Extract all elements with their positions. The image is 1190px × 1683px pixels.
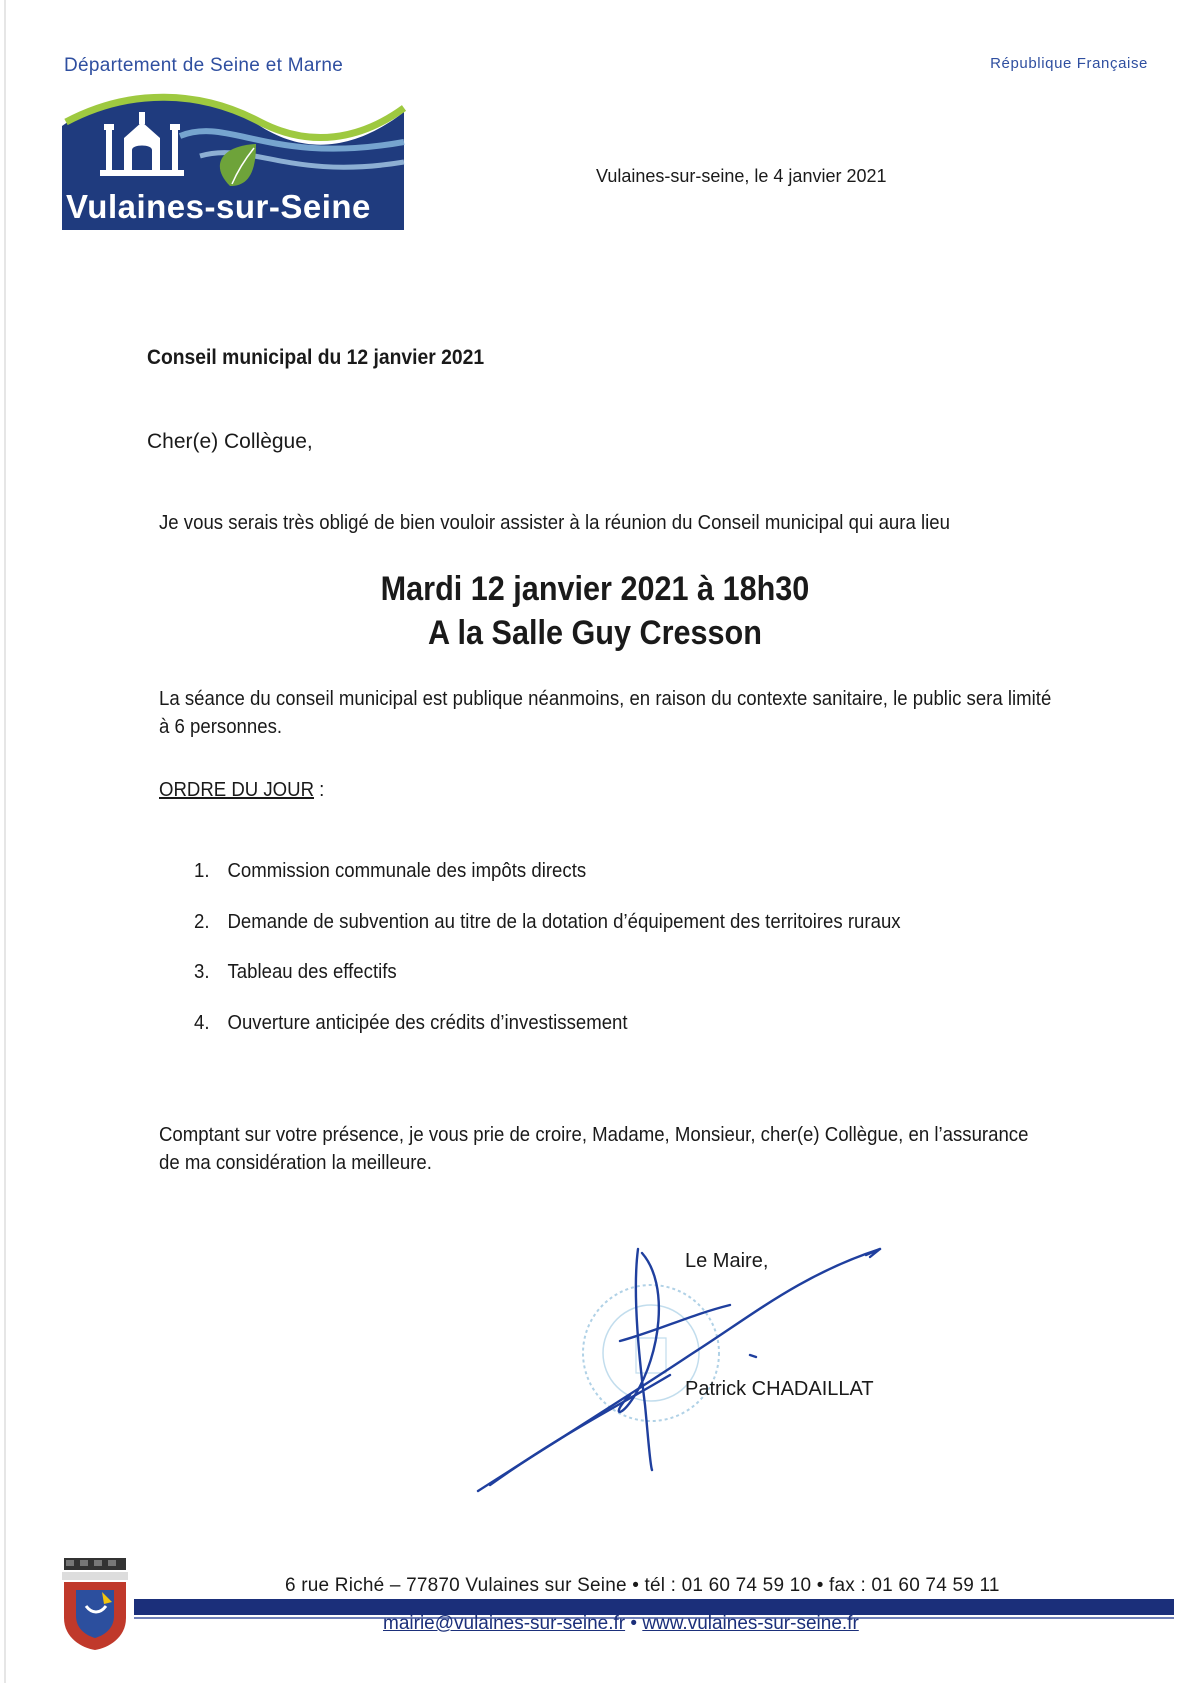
department-heading: Département de Seine et Marne [64,55,344,76]
signatory-title: Le Maire, [685,1250,769,1272]
agenda-item-number: 1. [194,860,210,882]
meeting-datetime: Mardi 12 janvier 2021 à 18h30 [380,570,810,608]
closing-paragraph: Comptant sur votre présence, je vous prie de croire, Madame, Monsieur, cher(e) Collègue, en l’assurance de ma considération la meilleure. [159,1124,1029,1174]
logo-town-name: Vulaines-sur-Seine [66,188,371,225]
agenda-item [194,860,586,883]
page-edge [4,0,6,1683]
email-link[interactable]: mairie@vulaines-sur-seine.fr [383,1613,626,1634]
website-link[interactable]: www.vulaines-sur-seine.fr [642,1613,859,1634]
agenda-item [194,961,397,984]
town-crest [56,1556,134,1650]
agenda-heading [159,779,324,802]
agenda-item [194,911,901,934]
republique-heading: République Française [990,55,1148,72]
footer-address: 6 rue Riché – 77870 Vulaines sur Seine • tél : 01 60 74 59 10 • fax : 01 60 74 59 11 [285,1575,1000,1596]
handwritten-signature [470,1245,890,1505]
agenda-item-number: 2. [194,911,210,933]
agenda-item-text: Tableau des effectifs [227,961,397,983]
agenda-item-number: 4. [194,1012,210,1034]
agenda-item-text: Commission communale des impôts directs [227,860,587,882]
agenda-item-text: Ouverture anticipée des crédits d’investissement [227,1012,628,1034]
letter-greeting: Cher(e) Collègue, [147,430,313,453]
agenda-item [194,1012,628,1035]
public-note: La séance du conseil municipal est publique néanmoins, en raison du contexte sanitaire, le public sera limité à 6 personnes. [159,688,1052,738]
agenda-heading-label: ORDRE DU JOUR [159,779,315,801]
agenda-heading-suffix: : [314,779,325,801]
agenda-item-text: Demande de subvention au titre de la dotation d’équipement des territoires ruraux [227,911,901,933]
agenda-item-number: 3. [194,961,210,983]
meeting-location: A la Salle Guy Cresson [428,614,762,652]
letter-subject: Conseil municipal du 12 janvier 2021 [147,346,485,369]
footer-contact [383,1613,859,1635]
letter-intro: Je vous serais très obligé de bien vouloir assister à la réunion du Conseil municipal qui aura lieu [159,512,950,534]
footer-separator: • [625,1613,643,1634]
date-line: Vulaines-sur-seine, le 4 janvier 2021 [596,166,887,186]
signatory-name: Patrick CHADAILLAT [685,1378,874,1400]
